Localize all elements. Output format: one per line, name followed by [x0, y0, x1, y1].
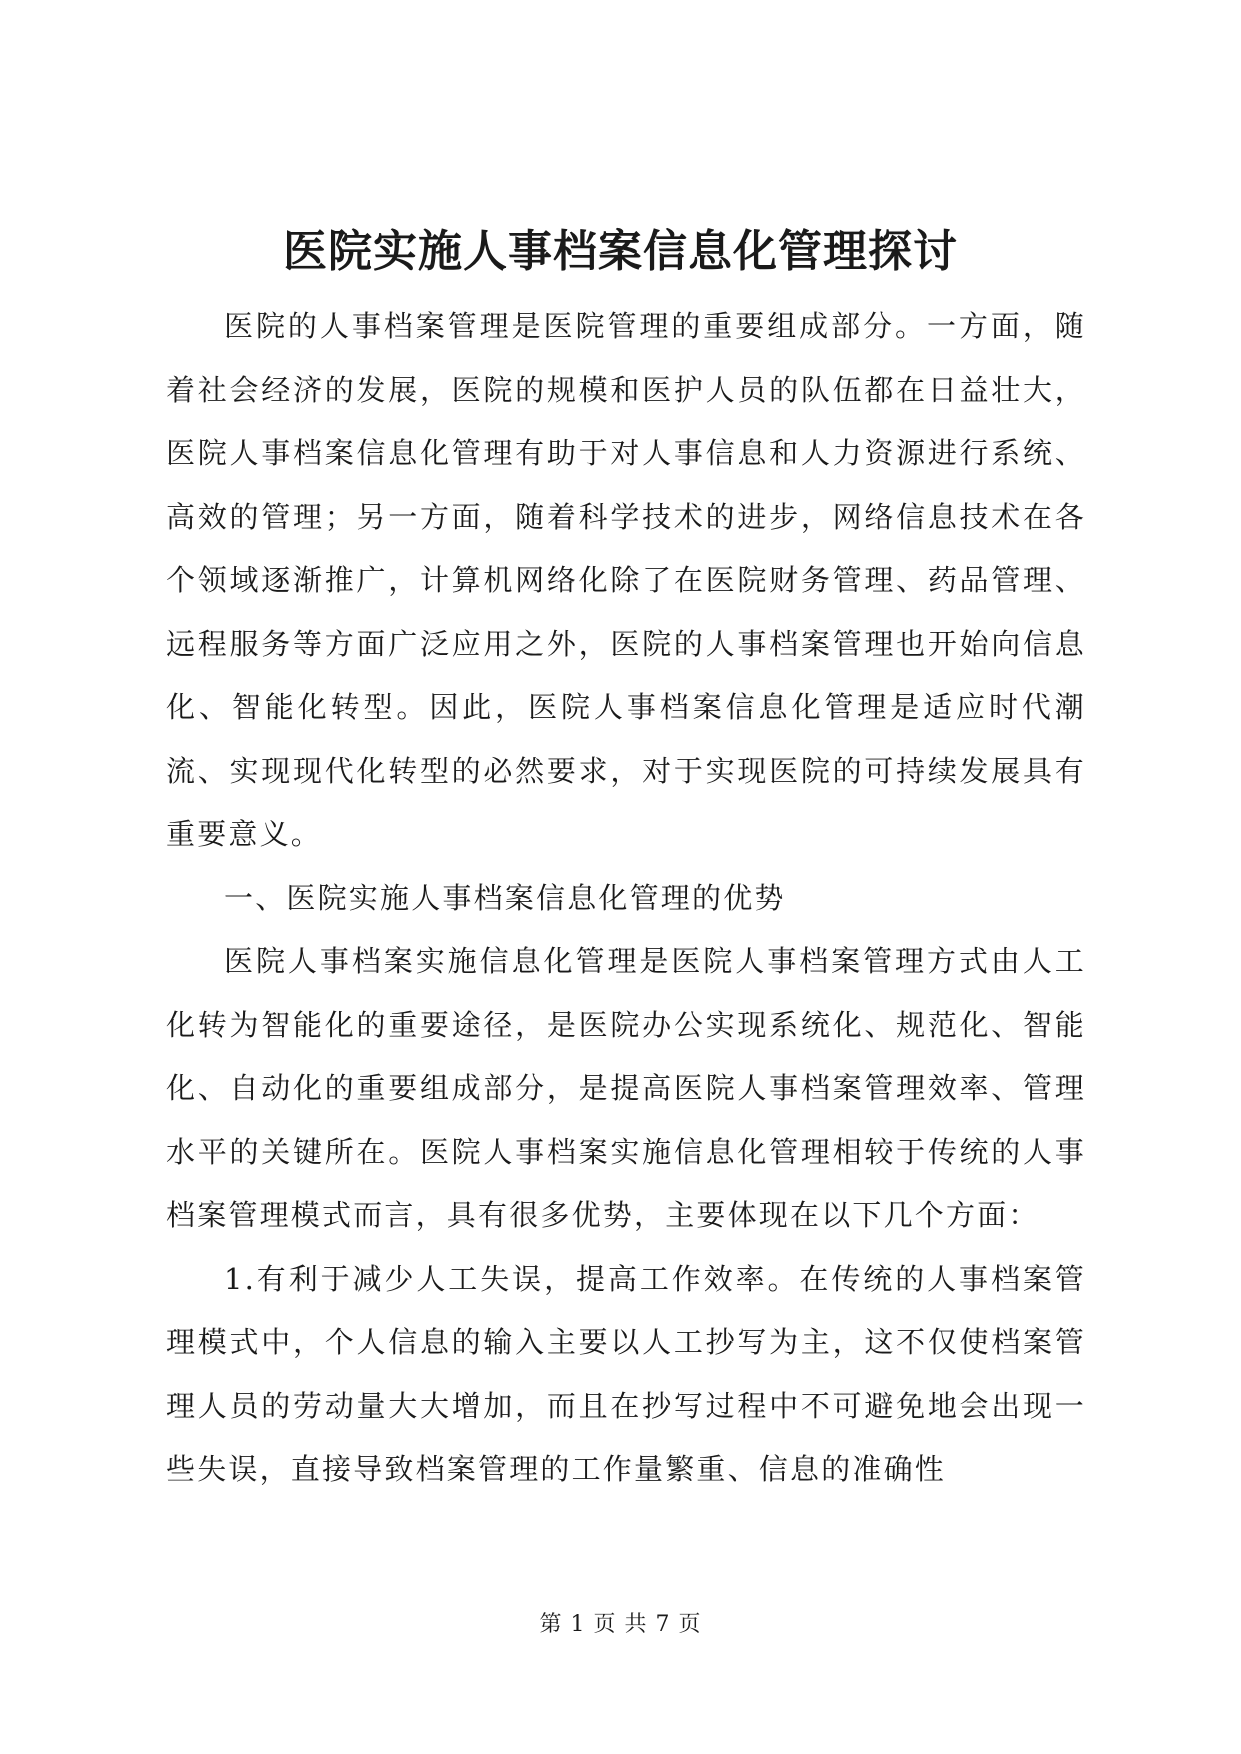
point-paragraph: 1.有利于减少人工失误，提高工作效率。在传统的人事档案管理模式中，个人信息的输入主要以人工抄写为主，这不仅使档案管理人员的劳动量大大增加，而且在抄写过程中不可避免地会出现一些失误，直接导致档案管理的工作量繁重、信息的准确性: [166, 1261, 1086, 1486]
page-number-footer: 第 1 页 共 7 页: [539, 1612, 702, 1637]
document-body: [166, 295, 1086, 1502]
document-title: 医院实施人事档案信息化管理探讨: [283, 226, 958, 277]
section-paragraph: 医院人事档案实施信息化管理是医院人事档案管理方式由人工化转为智能化的重要途径，是医院办公实现系统化、规范化、智能化、自动化的重要组成部分，是提高医院人事档案管理效率、管理水平的关键所在。医院人事档案实施信息化管理相较于传统的人事档案管理模式而言，具有很多优势，主要体现在以下几个方面：: [166, 944, 1086, 1232]
intro-paragraph: 医院的人事档案管理是医院管理的重要组成部分。一方面，随着社会经济的发展，医院的规模和医护人员的队伍都在日益壮大，医院人事档案信息化管理有助于对人事信息和人力资源进行系统、高效的管理；另一方面，随着科学技术的进步，网络信息技术在各个领域逐渐推广，计算机网络化除了在医院财务管理、药品管理、远程服务等方面广泛应用之外，医院的人事档案管理也开始向信息化、智能化转型。因此，医院人事档案信息化管理是适应时代潮流、实现现代化转型的必然要求，对于实现医院的可持续发展具有重要意义。: [166, 309, 1086, 851]
section-heading: 一、医院实施人事档案信息化管理的优势: [224, 880, 786, 915]
